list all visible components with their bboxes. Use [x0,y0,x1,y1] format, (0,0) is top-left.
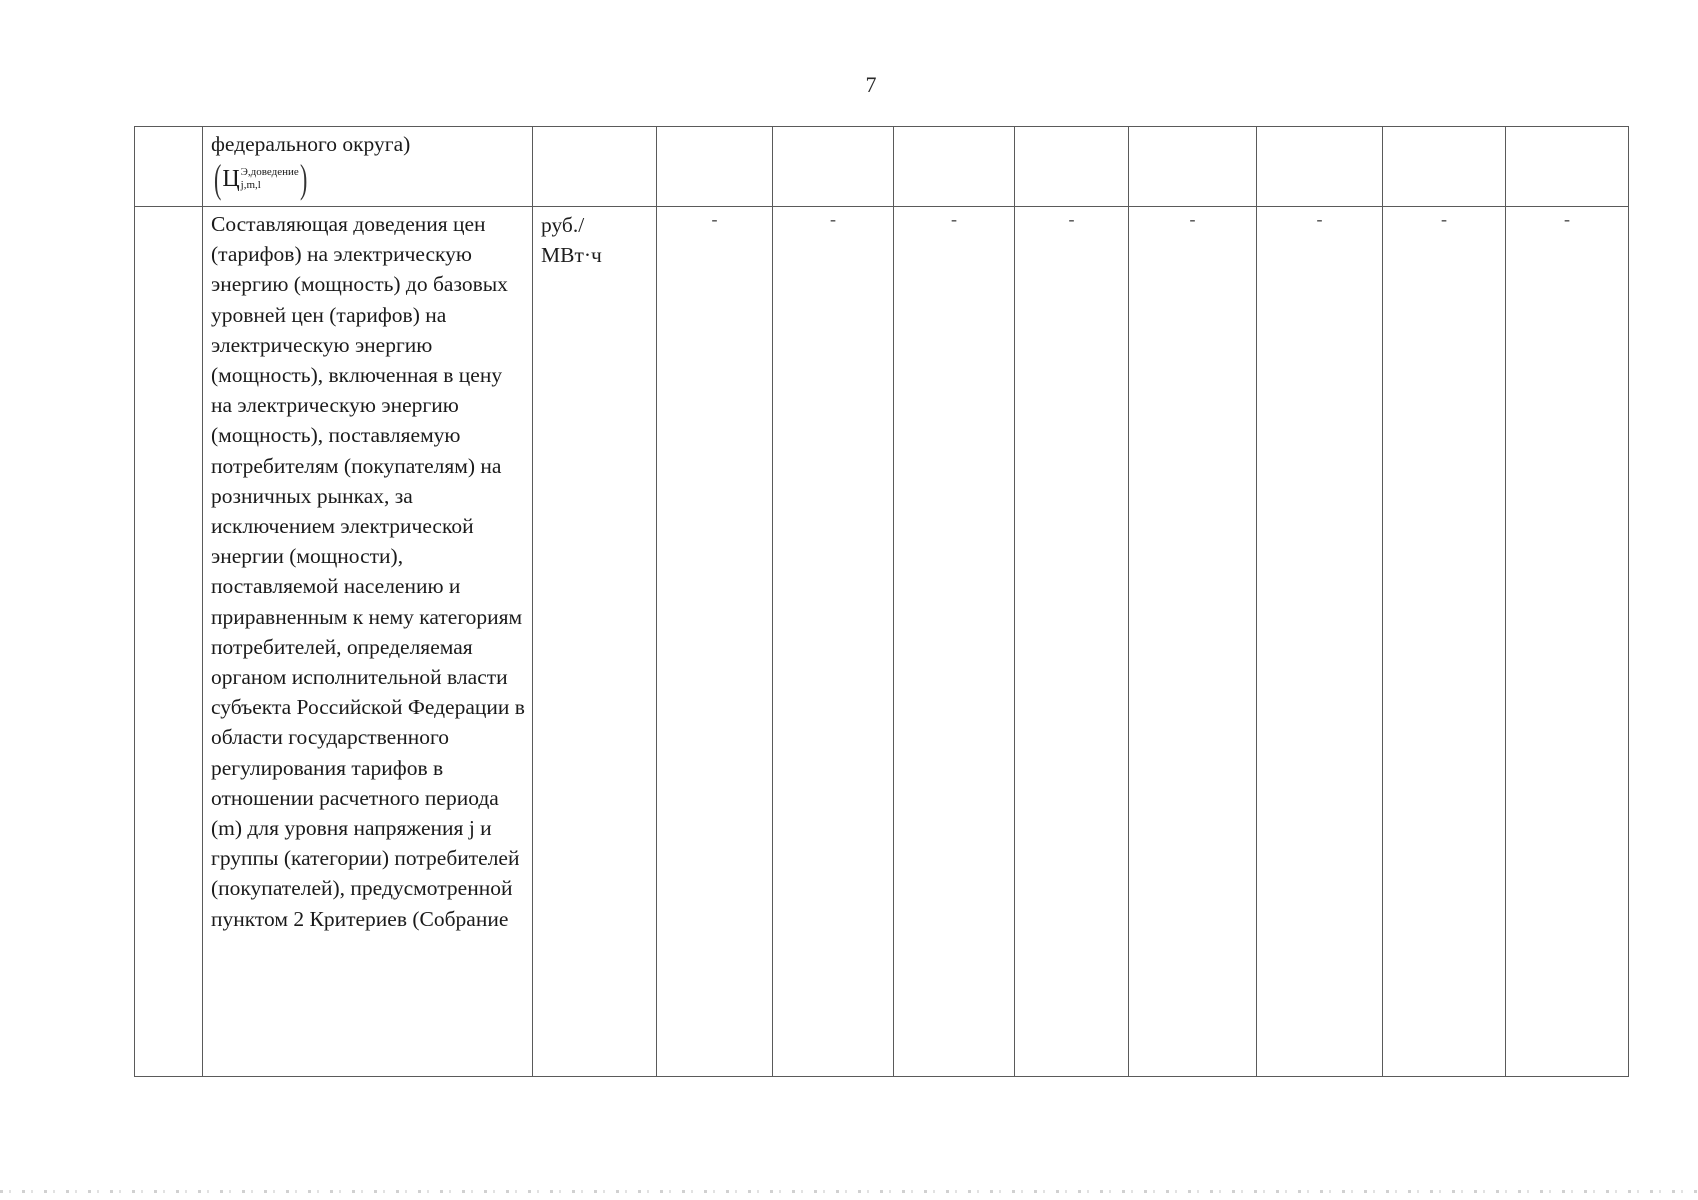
value-cell [1383,207,1506,1077]
value-dash: - [1316,209,1323,229]
value-dash: - [1068,209,1075,229]
value-dash: - [1189,209,1196,229]
value-cell [894,207,1015,1077]
value-cell [1257,127,1383,207]
table-row [135,207,1629,1077]
value-cell [773,207,894,1077]
number-cell [135,127,203,207]
number-cell [135,207,203,1077]
formula: ( Ц Э,доведение j,m,l ) [213,156,308,202]
page-number: 7 [865,72,877,97]
value-cell [1257,207,1383,1077]
value-cell [1506,127,1629,207]
formula-superscript: Э,доведение [240,166,299,179]
unit-cell [533,127,657,207]
value-cell [1015,127,1129,207]
value-dash: - [951,209,957,229]
unit-line-1: руб./ [541,213,585,237]
description-text: Составляющая доведения цен (тарифов) на электрическую энергию (мощность) до базовых уровней цен (тарифов) на электрическую энергию (мощность), включенная в цену на электрическую энергию (мощность), поставляемую потребителям (покупателям) на розничных рынках, за исключением электрической энергии (мощности), поставляемой населению и приравненным к нему категориям потребителей, определяемая органом исполнительной власти субъекта Российской Федерации в области государственного регулирования тарифов в отношении расчетного периода (m) для уровня напряжения j и группы (категории) потребителей (покупателей), предусмотренной пунктом 2 Критериев (Собрание [211,212,525,931]
table-row [135,127,1629,207]
scan-edge-artifact [0,1190,1698,1193]
data-table [134,126,1629,1077]
value-dash: - [830,209,836,229]
value-cell [894,127,1015,207]
value-dash: - [711,209,718,229]
value-cell [657,207,773,1077]
value-cell [1129,207,1257,1077]
description-cell [203,127,533,207]
value-dash: - [1441,209,1447,229]
value-dash: - [1564,209,1570,229]
value-cell [773,127,894,207]
unit-cell [533,207,657,1077]
description-fragment: федерального округа) [211,132,411,156]
value-cell [1015,207,1129,1077]
value-cell [1506,207,1629,1077]
description-cell [203,207,533,1077]
value-cell [657,127,773,207]
formula-base: Ц [222,166,240,193]
formula-subscript: j,m,l [240,179,261,192]
value-cell [1129,127,1257,207]
value-cell [1383,127,1506,207]
unit-line-2: МВт·ч [541,243,602,268]
